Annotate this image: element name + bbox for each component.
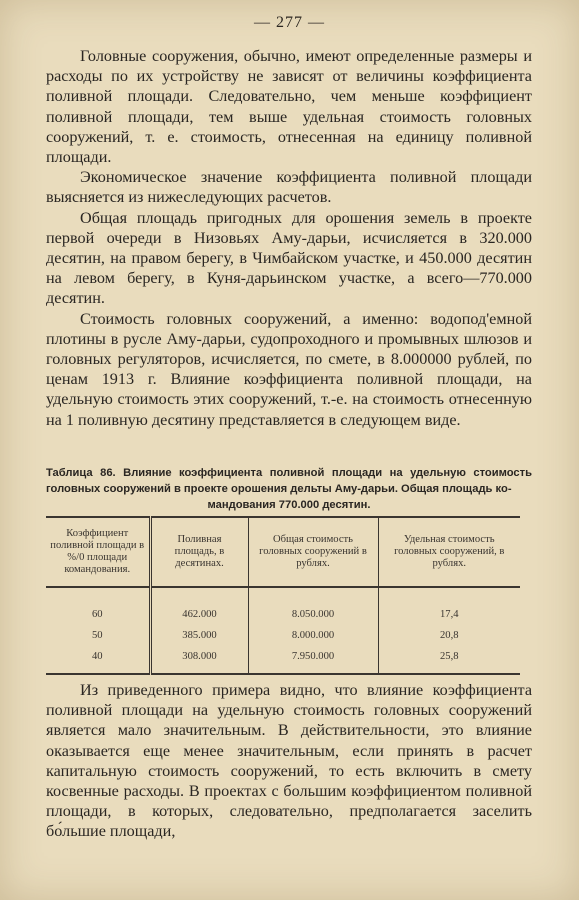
cell-unit-cost: 20,8 [378, 625, 520, 646]
cell-unit-cost: 17,4 [378, 587, 520, 625]
table-caption-line2: мандования 770.000 десятин. [207, 499, 371, 511]
paragraph-head-structures: Головные сооружения, обычно, имеют определенные размеры и расходы по их устройству не зависят от величины коэффициента поливной площади. Следовательно, чем меньше коэффициент поливной площади, тем выше удельная стоимость головных сооружений, т. е. стоимость, отнесенная на единицу поливной площади. [46, 47, 532, 167]
table-row [46, 625, 520, 646]
table-row [46, 646, 520, 674]
header-coefficient: Коэффициент поливной площади в %/0 площади командования. [50, 528, 145, 575]
data-table [46, 516, 520, 675]
cell-total-cost: 8.050.000 [248, 587, 378, 625]
cell-area: 385.000 [150, 625, 248, 646]
cell-area: 308.000 [150, 646, 248, 674]
table-caption [46, 465, 532, 513]
paragraph-conclusion: Из приведенного примера видно, что влияние коэффициента поливной площади на удельную стоимость головных сооружений является мало значительным. В действительности, это влияние оказывается еще менее значительным, если принять в расчет капитальную стоимость сооружений, то есть включить в смету косвенные расходы. В проектах с большим коэффициентом поливной площади, в которых, следовательно, предполагается заселить бо́льшие площади, [46, 681, 532, 841]
cell-area: 462.000 [150, 587, 248, 625]
page-number: — 277 — [254, 14, 325, 31]
cell-coefficient: 40 [46, 646, 150, 674]
top-text-block [46, 46, 532, 430]
paragraph-economic-meaning: Экономическое значение коэффициента поливной площади выясняется из нижеследующих расчетов. [46, 168, 532, 207]
header-total-cost: Общая стоимость головных сооружений в рублях. [248, 517, 378, 587]
cell-coefficient: 50 [91, 630, 103, 641]
bottom-text-block [46, 680, 532, 842]
header-irrigated-area: Поливная площадь, в десятинах. [150, 517, 248, 587]
table-row [46, 587, 520, 625]
cell-coefficient: 60 [91, 609, 103, 620]
table-header-row [46, 517, 520, 587]
cell-total-cost: 7.950.000 [248, 646, 378, 674]
header-unit-cost: Удельная стоимость головных сооружений, в рублях. [378, 517, 520, 587]
cell-unit-cost: 25,8 [378, 646, 520, 674]
paragraph-total-area: Общая площадь пригодных для орошения земель в проекте первой очереди в Низовьях Аму-дарьи, исчисляется в 320.000 десятин, на правом берегу, в Чимбайском участке, и 450.000 десятин на левом берегу, в Куня-дарьинском участке, а всего—770.000 десятин. [46, 208, 532, 308]
table-caption-line1: Таблица 86. Влияние коэффициента поливной площади на удельную стоимость головных сооружений в проекте орошения дельты Аму-дарьи. Общая площадь ко- [46, 467, 532, 495]
paragraph-cost: Стоимость головных сооружений, а именно: водопод'емной плотины в русле Аму-дарьи, судопроходного и промывных шлюзов и головных регуляторов, исчисляется, по смете, в 8.000000 рублей, по ценам 1913 г. Влияние коэффициента поливной площади, на удельную стоимость этих сооружений, т.-е. на стоимость отнесенную на 1 поливную десятину представляется в следующем виде. [46, 309, 532, 429]
cell-total-cost: 8.000.000 [248, 625, 378, 646]
